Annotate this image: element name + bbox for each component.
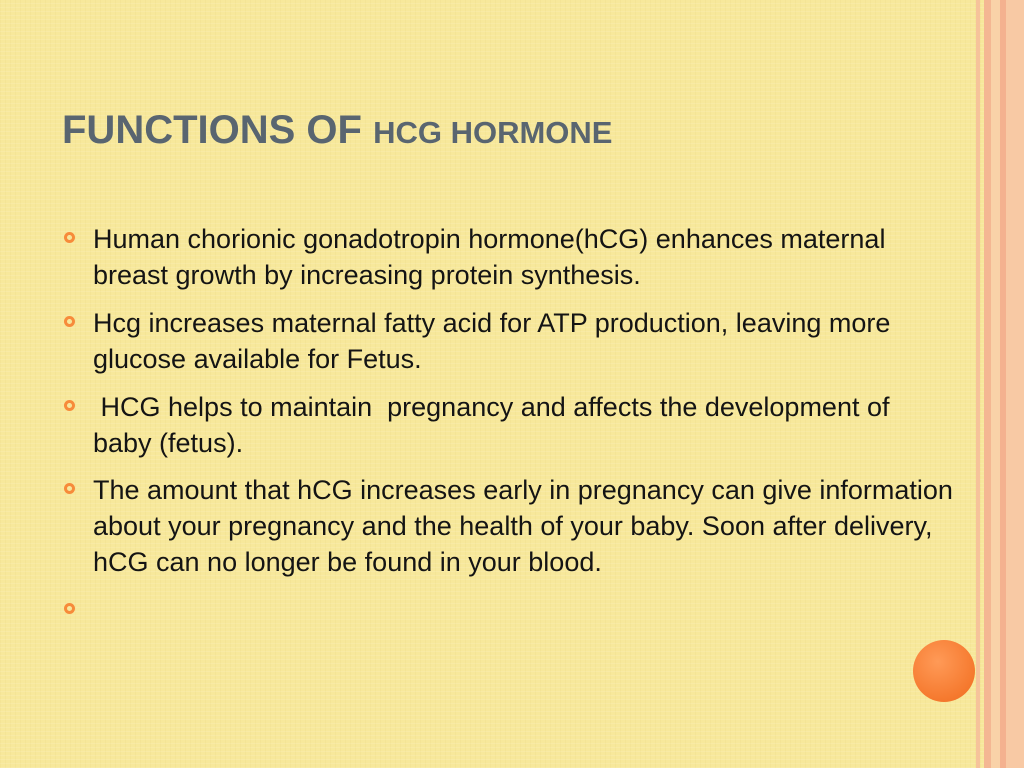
bullet-text: Human chorionic gonadotropin hormone(hCG) enhances maternal breast growth by increasing protein synthesis. — [93, 224, 886, 290]
bullet-item — [62, 472, 962, 580]
orange-ring-bullet-icon — [64, 232, 75, 243]
orange-ring-bullet-icon — [64, 483, 75, 494]
orange-circle-icon — [913, 640, 975, 702]
decorative-stripe — [1006, 0, 1024, 768]
title-main: FUNCTIONS OF — [62, 108, 374, 152]
decorative-stripe — [991, 0, 1000, 768]
bullet-item-empty — [62, 592, 962, 628]
orange-ring-bullet-icon — [64, 400, 75, 411]
bullet-text: HCG helps to maintain pregnancy and affects the development of baby (fetus). — [93, 392, 905, 458]
orange-ring-bullet-icon — [64, 603, 75, 614]
title-small-caps: HCG HORMONE — [373, 115, 613, 150]
orange-ring-bullet-icon — [64, 316, 75, 327]
bullet-list — [62, 221, 962, 640]
bullet-item — [62, 221, 962, 293]
bullet-item — [62, 305, 962, 377]
bullet-text: Hcg increases maternal fatty acid for ATP production, leaving more glucose available for Fetus. — [93, 308, 891, 374]
slide-title — [62, 108, 612, 153]
decorative-stripe — [984, 0, 991, 768]
decorative-stripe — [976, 0, 980, 768]
bullet-text: The amount that hCG increases early in pregnancy can give information about your pregnancy and the health of your baby. Soon after delivery, hCG can no longer be found in your blood. — [93, 475, 953, 577]
bullet-item — [62, 389, 962, 461]
